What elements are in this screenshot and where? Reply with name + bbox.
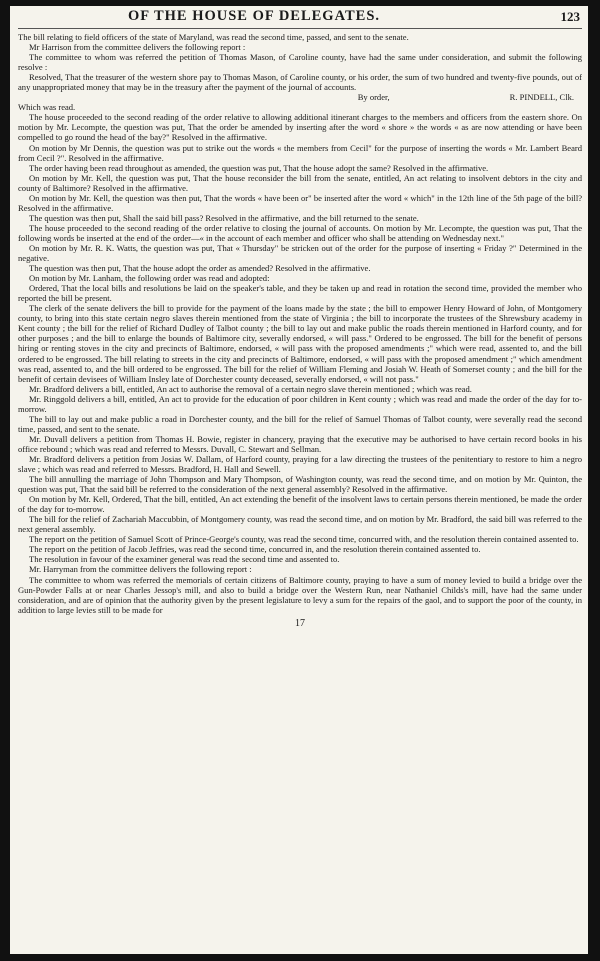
paragraph: The order having been read throughout as amended, the question was put, That the house adopt the same? Resolved in the affirmative.	[29, 162, 489, 173]
paragraph: Resolved, That the treasurer of the western shore pay to Thomas Mason, of Caroline county, or his order, the sum of two hundred and twenty-five pounds, out of any unappropriated money that may be in the treasury after the payment of the journal of accounts.	[18, 72, 582, 93]
paragraph: Mr. Bradford delivers a petition from Josias W. Dallam, of Harford county, praying for a law directing the trustees of the penitentiary to restore to him a negro slave ; which was read and referred to Messrs. Bradford, H. Hall and Sewell.	[18, 453, 582, 475]
paragraph: On motion by Mr. Kell, Ordered, That the bill, entitled, An act extending the benefit of the insolvent laws to certain persons therein mentioned, be made the order of the day for to-morrow.	[18, 494, 582, 515]
paragraph: The committee to whom was referred the petition of Thomas Mason, of Caroline county, have had the same under consideration, and submit the following resolve :	[18, 52, 582, 73]
paragraph: The committee to whom was referred the memorials of certain citizens of Baltimore county, praying to have a sum of money levied to build a bridge over the Gun-Powder Falls at or near Charles Jessop's mill, and also to build a bridge over the Western Run, near Nathaniel Childs's mill, have had the same under consideration, and are of opinion that the authority given by the present legislature to levy a sum for the repairs of the gaol, and to support the poor of the county, in addition to large levies still to be made for	[18, 574, 582, 615]
paragraph: Mr. Duvall delivers a petition from Thomas H. Bowie, register in chancery, praying that the executive may be authorised to have certain record books in his office rebound ; which was read and referred to Messrs. Duvall, C. Stewart and Sellman.	[18, 433, 582, 454]
paragraph: On motion by Mr. Kell, the question was put, That the house reconsider the bill from the senate, entitled, An act relating to insolvent debtors in the city and county of Baltimore? Resolved in the affirmative.	[18, 172, 582, 193]
body-text	[18, 32, 582, 615]
paragraph: Which was read.	[18, 102, 76, 113]
paragraph: The bill to lay out and make public a road in Dorchester county, and the bill for the relief of Samuel Thomas of Talbot county, were severally read the second time, passed, and sent to the senate.	[18, 413, 582, 434]
paragraph: The bill relating to field officers of the state of Maryland, was read the second time, passed, and sent to the senate.	[18, 32, 409, 42]
page-header	[18, 10, 582, 29]
paragraph: On motion by Mr. Lanham, the following order was read and adopted:	[29, 273, 270, 284]
paragraph: Mr Harrison from the committee delivers the following report :	[29, 42, 246, 53]
paragraph: Ordered, That the local bills and resolutions be laid on the speaker's table, and they be taken up and read in rotation the second time, provided the member who reported the bill be present.	[18, 283, 582, 304]
signature-name: R. PINDELL, Clk.	[509, 92, 574, 103]
paragraph: The bill annulling the marriage of John Thompson and Mary Thompson, of Washington county, was read the second time, and on motion by Mr. Quinton, the question was put, That the said bill be referred to the consideration of the next general assembly? Resolved in the affirmative.	[18, 474, 582, 495]
signature-order: By order,	[357, 92, 390, 103]
paragraph: On motion by Mr Dennis, the question was put to strike out the words « the members from Cecil" for the purpose of inserting the words « Mr. Lambert Beard from Cecil ?". Resolved in the affirmative.	[18, 142, 582, 163]
document-page	[10, 6, 588, 954]
paragraph: Mr. Bradford delivers a bill, entitled, An act to authorise the removal of a certain negro slave therein mentioned ; which was read.	[29, 383, 472, 394]
paragraph: The resolution in favour of the examiner general was read the second time and assented to.	[29, 554, 340, 565]
paragraph: Mr. Ringgold delivers a bill, entitled, An act to provide for the education of poor children in Kent county ; which was read and made the order of the day for to-morrow.	[18, 393, 582, 414]
signature-line	[18, 92, 582, 102]
paragraph: The report on the petition of Samuel Scott of Prince-George's county, was read the second time, concurred with, and the resolution therein contained assented to.	[29, 534, 579, 545]
paragraph: On motion by Mr. R. K. Watts, the question was put, That « Thursday" be stricken out of the order for the purpose of inserting « Friday ?" Determined in the negative.	[18, 242, 582, 264]
paragraph: The clerk of the senate delivers the bill to provide for the payment of the loans made by the state ; the bill to empower Henry Howard of John, of Montgomery county, to bring into this state certain negro slaves therein mentioned from the state of Virginia ; the bill to incorporate the trustees of the Shrewsbury academy in Kent county ; the bill for the relief of Richard Dudley of Talbot county ; the bill to lay out and make public the roads therein mentioned in Harford county, and for other purposes ; and the bill to enlarge the bounds of Baltimore city, severally endorsed, « will pass." Ordered to be engrossed. The bill for the benefit of persons hiring or renting stoves in the city and precincts of Baltimore, endorsed, « will pass with the proposed amendments ;" which were read, assented to, and the bill ordered to be engrossed. The bill relating to streets in the city and precincts of Baltimore, endorsed, « will pass with the proposed amendment ;" which amendment was read, assented to, and the bill ordered to be engrossed. The bill for the relief of William Fleming and Josiah W. Heath of Somerset county ; and the bill for the benefit of certain devisees of William Insley late of Dorchester county deceased, severally endorsed, « will not pass."	[18, 303, 582, 384]
running-head: OF THE HOUSE OF DELEGATES.	[128, 8, 381, 24]
paragraph: The question was then put, Shall the said bill pass? Resolved in the affirmative, and the bill returned to the senate.	[29, 212, 419, 223]
paragraph: The question was then put, That the house adopt the order as amended? Resolved in the affirmative.	[29, 263, 371, 274]
paragraph: The bill for the relief of Zachariah Maccubbin, of Montgomery county, was read the second time, and on motion by Mr. Bradford, the said bill was referred to the next general assembly.	[18, 514, 582, 535]
paragraph: The house proceeded to the second reading of the order relative to closing the journal of accounts. On motion by Mr. Lecompte, the question was put, That the following words be inserted at the end of the order—« in the account of each member and officer who shall be attending on Wednesday next."	[18, 222, 582, 243]
paragraph: On motion by Mr. Kell, the question was then put, That the words « have been or" be inserted after the word « which" in the 12th line of the 5th page of the bill? Resolved in the affirmative.	[18, 192, 582, 213]
signature-mark: 17	[295, 617, 305, 629]
paragraph: The report on the petition of Jacob Jeffries, was read the second time, concurred in, and the resolution therein contained assented to.	[29, 544, 481, 555]
page-number: 123	[560, 9, 580, 24]
paragraph: Mr. Harryman from the committee delivers the following report :	[29, 564, 252, 575]
paragraph: The house proceeded to the second reading of the order relative to allowing additional itinerant charges to the members and officers from the eastern shore. On motion by Mr. Lecompte, the question was put, That the order be amended by inserting after the word « shore » the words « as are now attending or have been compelled to go round the head of the bay?" Resolved in the affirmative.	[18, 112, 582, 143]
